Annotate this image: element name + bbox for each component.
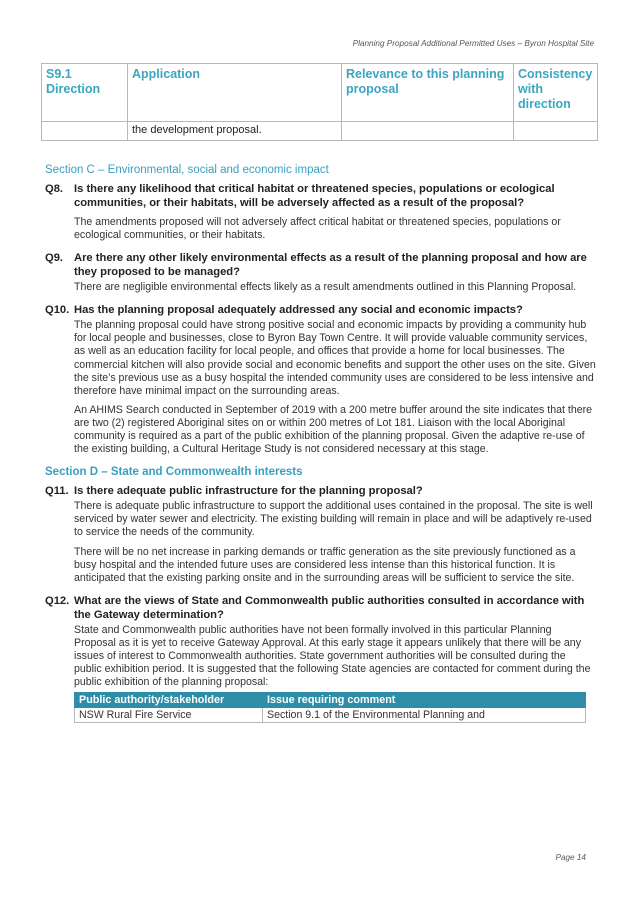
- column-header: Relevance to this planning proposal: [342, 64, 514, 122]
- column-header: S9.1 Direction: [42, 64, 128, 122]
- table-row: [42, 122, 598, 141]
- question-number: Q12.: [45, 594, 70, 607]
- section-d-heading: Section D – State and Commonwealth interests: [45, 466, 303, 479]
- question-text: What are the views of State and Commonwealth public authorities consulted in accordance with the Gateway determination?: [74, 594, 585, 621]
- question-number: Q10.: [45, 304, 70, 317]
- question-q11: [45, 484, 596, 585]
- column-header: Consistency with direction: [514, 64, 598, 122]
- column-header: Public authority/stakeholder: [75, 693, 263, 708]
- answer-text: The planning proposal could have strong positive social and economic impacts by providing a community hub for local people and businesses, close to Byron Bay Town Centre. It will provide valuable community services, as well as an education facility for local people, and offices that provide a home for local businesses. The commercial kitchen will also provide social and economic benefits and support the other uses on the site. Given the site’s previous use as a busy hospital the intended community uses are considered to be less intensive and therefore have minimal impact on the surrounding areas.: [74, 319, 596, 397]
- table-cell: [514, 122, 598, 141]
- question-text: Are there any other likely environmental effects as a result of the planning proposal and how are they proposed to be managed?: [74, 252, 587, 279]
- table-cell: NSW Rural Fire Service: [75, 708, 263, 723]
- answer-text: An AHIMS Search conducted in September of 2019 with a 200 metre buffer around the site indicates that there are two (2) registered Aboriginal sites on or within 200 metres of Lot 181. Liaison with the local Aboriginal community is required as a part of the public exhibition of the planning proposal. Given the adaptive re-use of the existing building, a Cultural Heritage Study is not considered necessary at this stage.: [74, 403, 593, 456]
- column-header: Issue requiring comment: [263, 693, 586, 708]
- question-number: Q9.: [45, 252, 64, 265]
- question-number: Q11.: [45, 485, 69, 498]
- question-q9: [45, 251, 596, 294]
- s91-direction-table: [41, 63, 598, 141]
- answer-text: There are negligible environmental effects likely as a result amendments outlined in this Planning Proposal.: [74, 281, 577, 294]
- question-q12: [45, 594, 596, 723]
- running-header: Planning Proposal Additional Permitted Uses – Byron Hospital Site: [352, 39, 594, 48]
- section-c-heading: Section C – Environmental, social and economic impact: [45, 164, 329, 176]
- answer-text: State and Commonwealth public authorities have not been formally involved in this particular Planning Proposal as it is yet to receive Gateway Approval. At this early stage it appears unlikely that there will be any issues of interest to Commonwealth authorities. State government authorities will be consulted during the public exhibition period. It is suggested that the following State agencies are contacted for comment during the public exhibition of the planning proposal:: [74, 623, 591, 689]
- column-header: Application: [128, 64, 342, 122]
- table-header-row: [42, 64, 598, 122]
- question-text: Is there any likelihood that critical habitat or threatened species, populations or ecological communities, or their habitats, will be adversely affected as a result of the proposal?: [74, 183, 555, 209]
- question-q10: [45, 303, 596, 456]
- main-content: [45, 163, 596, 732]
- question-q8: [45, 182, 596, 242]
- question-number: Q8.: [45, 183, 64, 195]
- table-cell: Section 9.1 of the Environmental Planning and: [263, 708, 586, 723]
- table-header-row: [75, 693, 586, 708]
- answer-text: The amendments proposed will not adversely affect critical habitat or threatened species, populations or ecological communities, or their habitats.: [74, 216, 561, 242]
- table-row: [75, 708, 586, 723]
- table-cell: the development proposal.: [128, 122, 342, 141]
- answer-text: There will be no net increase in parking demands or traffic generation as the site previously functioned as a busy hospital and the intended future uses are considered less intense than this historical function. It is anticipated that the existing parking onsite and in the surrounding areas will be sufficient to service the site.: [74, 545, 576, 584]
- authorities-table: [74, 692, 586, 723]
- answer-text: There is adequate public infrastructure to support the additional uses contained in the proposal. The site is well serviced by water sewer and electricity. The existing building will remain in place and will be adaptively re-used to service the needs of the community.: [74, 500, 593, 539]
- table-cell: [42, 122, 128, 141]
- page-number: Page 14: [555, 853, 586, 862]
- question-text: Is there adequate public infrastructure for the planning proposal?: [74, 485, 423, 498]
- table-cell: [342, 122, 514, 141]
- question-text: Has the planning proposal adequately addressed any social and economic impacts?: [74, 304, 523, 317]
